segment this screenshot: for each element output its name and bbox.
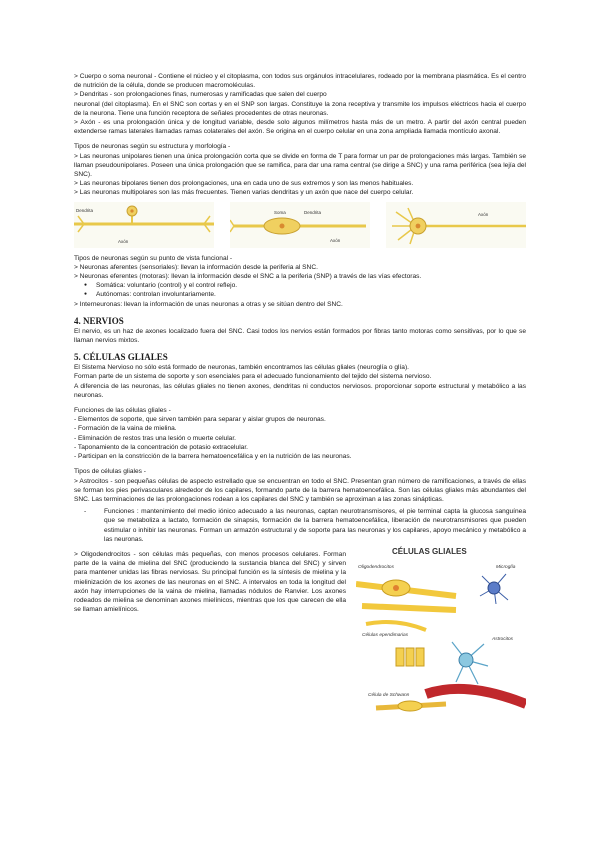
astrocitos-paragraph: > Astrocitos - son pequeñas células de aspecto estrellado que se encuentran en todo el SNC. Presentan gran número de ramificaciones, a través de ellas se forman los pies perivasculares alrededor de los capilares, formando parte de la barrera hematoencefálica. Son las células gliales más abundantes del SNC. Las terminaciones de las prolongaciones rodean a los capilares del SNC y también se aproximan a las zonas sinápticas. (74, 477, 526, 503)
fig1-label-dendrita: Dendrita (76, 207, 94, 213)
eferentes-paragraph: > Neuronas eferentes (motoras): llevan la información desde el SNC a la periferia (SNP) a través de las vías efectoras. (74, 273, 422, 281)
fig2-label-soma: Soma (274, 209, 286, 215)
cuerpo-paragraph: > Cuerpo o soma neuronal - Contiene el núcleo y el citoplasma, con todos sus orgánulos intracelulares, rodeado por la membrana plasmática. Es el centro de nutrición de la célula, donde se producen macromoléculas. (74, 73, 526, 90)
bipolar-neuron-figure (230, 202, 370, 248)
autonomas-bullet: ● Autónomas: controlan involuntariamente. (74, 290, 526, 299)
glia-paragraph-3: A diferencia de las neuronas, las células gliales no tienen axones, dendritas ni conductos nerviosos. proporcionar soporte estructural y metabólico a las neuronas. (74, 382, 526, 399)
label-microglia: Microglía (496, 564, 516, 570)
glia-functions-title: Funciones de las células gliales - (74, 407, 171, 415)
label-schwann: Célula de Schwann (368, 692, 410, 698)
label-astrocitos: Astrocitos (492, 636, 514, 642)
fig2-label-dendrita: Dendrita (304, 209, 322, 215)
bipolares-paragraph: > Las neuronas bipolares tienen dos prolongaciones, una en cada uno de sus extremos y son las menos habituales. (74, 180, 414, 188)
fig3-label-axon: Axón (478, 211, 489, 217)
functional-types-title: Tipos de neuronas según su punto de vista funcional - (74, 254, 233, 262)
nervios-heading: 4. NERVIOS (74, 315, 124, 326)
glia-function-item: - Elementos de soporte, que sirven también para separar y aislar grupos de neuronas. (74, 416, 326, 424)
interneuronas-paragraph: > Interneuronas: llevan la información de unas neuronas a otras y se sitúan dentro del SNC. (74, 300, 343, 308)
glial-cells-figure (356, 544, 526, 716)
dendritas-paragraph-1: > Dendritas - son prolongaciones finas, numerosas y ramificadas que salen del cuerpo (74, 91, 327, 99)
dendritas-paragraph-2: neuronal (del citoplasma). En el SNC son cortas y en el SNP son largas. Constituye la zona receptiva y transmite los impulsos eléctricos hacia el cuerpo de la neurona. Tiene una función receptora de señales procedentes de otras neuronas. (74, 100, 526, 117)
fig2-label-axon: Axón (330, 237, 341, 243)
glia-paragraph-2: Forman parte de un sistema de soporte y son esenciales para el adecuado funcionamiento del tejido del sistema nervioso. (74, 373, 432, 381)
structure-types-title: Tipos de neuronas según su estructura y morfología - (74, 143, 231, 151)
document-page (74, 72, 526, 716)
astrocitos-funciones-text: Funciones : mantenimiento del medio iónico adecuado a las neuronas, captan neurotransmisores, el pie terminal capta la glucosa sanguínea que se metaboliza a lactato, formación de sinapsis, formación de la barrera hematoencefálica, liberación de neurotransmisores que pueden estimular o inhibir las neuronas. Forman un armazón estructural y de soporte para las neuronas y los capilares, apoyo mecánico y metabólico a las neuronas. (104, 508, 526, 543)
glial-figure-title: CÉLULAS GLIALES (392, 546, 467, 556)
label-ependimarias: Células ependimarias (362, 632, 409, 638)
oligodendrocitos-section (74, 546, 526, 716)
glia-function-item: - Taponamiento de la concentración de potasio extracelular. (74, 443, 248, 451)
glia-paragraph-1: El Sistema Nervioso no sólo está formado de neuronas, también encontramos las células gliales (neuroglía o glía). (74, 364, 409, 372)
astrocitos-funciones: - Funciones : mantenimiento del medio iónico adecuado a las neuronas, captan neurotransmisores, el pie terminal capta la glucosa sanguínea que se metaboliza a lactato, formación de sinapsis, formación de la barrera hematoencefálica, liberación de neurotransmisores que pueden estimular o inhibir las neuronas. Forman un armazón estructural y de soporte para las neuronas y los capilares, apoyo mecánico y metabólico a las neuronas. (84, 508, 526, 543)
unipolares-paragraph: > Las neuronas unipolares tienen una única prolongación corta que se divide en forma de T para formar un par de prolongaciones más largas. También se llaman pseudounipolares. Poseen una única prolongación que se ramifica, para dar una rama central (se dirige a SNC) y una rama periférica (sea lejía del SNC). (74, 152, 526, 179)
aferentes-paragraph: > Neuronas aferentes (sensoriales): llevan la información desde la periferia al SNC. (74, 263, 318, 271)
multipolar-neuron-figure (386, 202, 526, 248)
unipolar-neuron-figure (74, 202, 214, 248)
fig1-label-axon: Axón (118, 238, 129, 244)
glia-function-item: - Eliminación de restos tras una lesión o muerte celular. (74, 434, 236, 442)
axon-paragraph: > Axón - es una prolongación única y de longitud variable, desde solo algunos milímetros hasta más de un metro. A partir del axón central pueden extenderse ramas laterales llamadas ramas colaterales del axón. Se origina en el cuerpo celular en una zona ampliada llamada montículo axonal. (74, 119, 526, 136)
label-oligodendrocitos: Oligodendrocitos (358, 564, 394, 570)
multipolares-paragraph: > Las neuronas multipolares son las más frecuentes. Tienen varias dendritas y un axón que nace del cuerpo celular. (74, 189, 414, 197)
nervios-paragraph: El nervio, es un haz de axones localizado fuera del SNC. Casi todos los nervios están formados por fibras tanto motoras como sensitivas, por lo que se llaman nervios mixtos. (74, 327, 526, 345)
glia-function-item: - Participan en la constricción de la barrera hematoencefálica y en la nutrición de las neuronas. (74, 453, 352, 461)
glia-types-title: Tipos de células gliales - (74, 468, 146, 476)
glia-heading: 5. CÉLULAS GLIALES (74, 352, 168, 363)
glia-function-item: - Formación de la vaina de mielina. (74, 425, 177, 433)
neuron-figures-row (74, 202, 526, 248)
oligodendrocitos-paragraph: > Oligodendrocitos - son células más pequeñas, con menos procesos celulares. Forman parte de la vaina de mielina del SNC (produciendo la sustancia blanca del SNC) y sirven para mantener unidas las fibras nerviosas. Su principal función es la síntesis de mielina y la mielinización de los axones de las neuronas en el SNC. A intervalos en toda la longitud del axón hay interrupciones de la vaina de mielina, llamadas nódulos de Ranvier. Los axones rodeados de mielina se denominan axones mielínicos, mientras que los que carecen de ella se llaman amielínicos. (74, 550, 346, 614)
somatica-bullet: ● Somática: voluntario (control) y el control reflejo. (74, 281, 526, 290)
